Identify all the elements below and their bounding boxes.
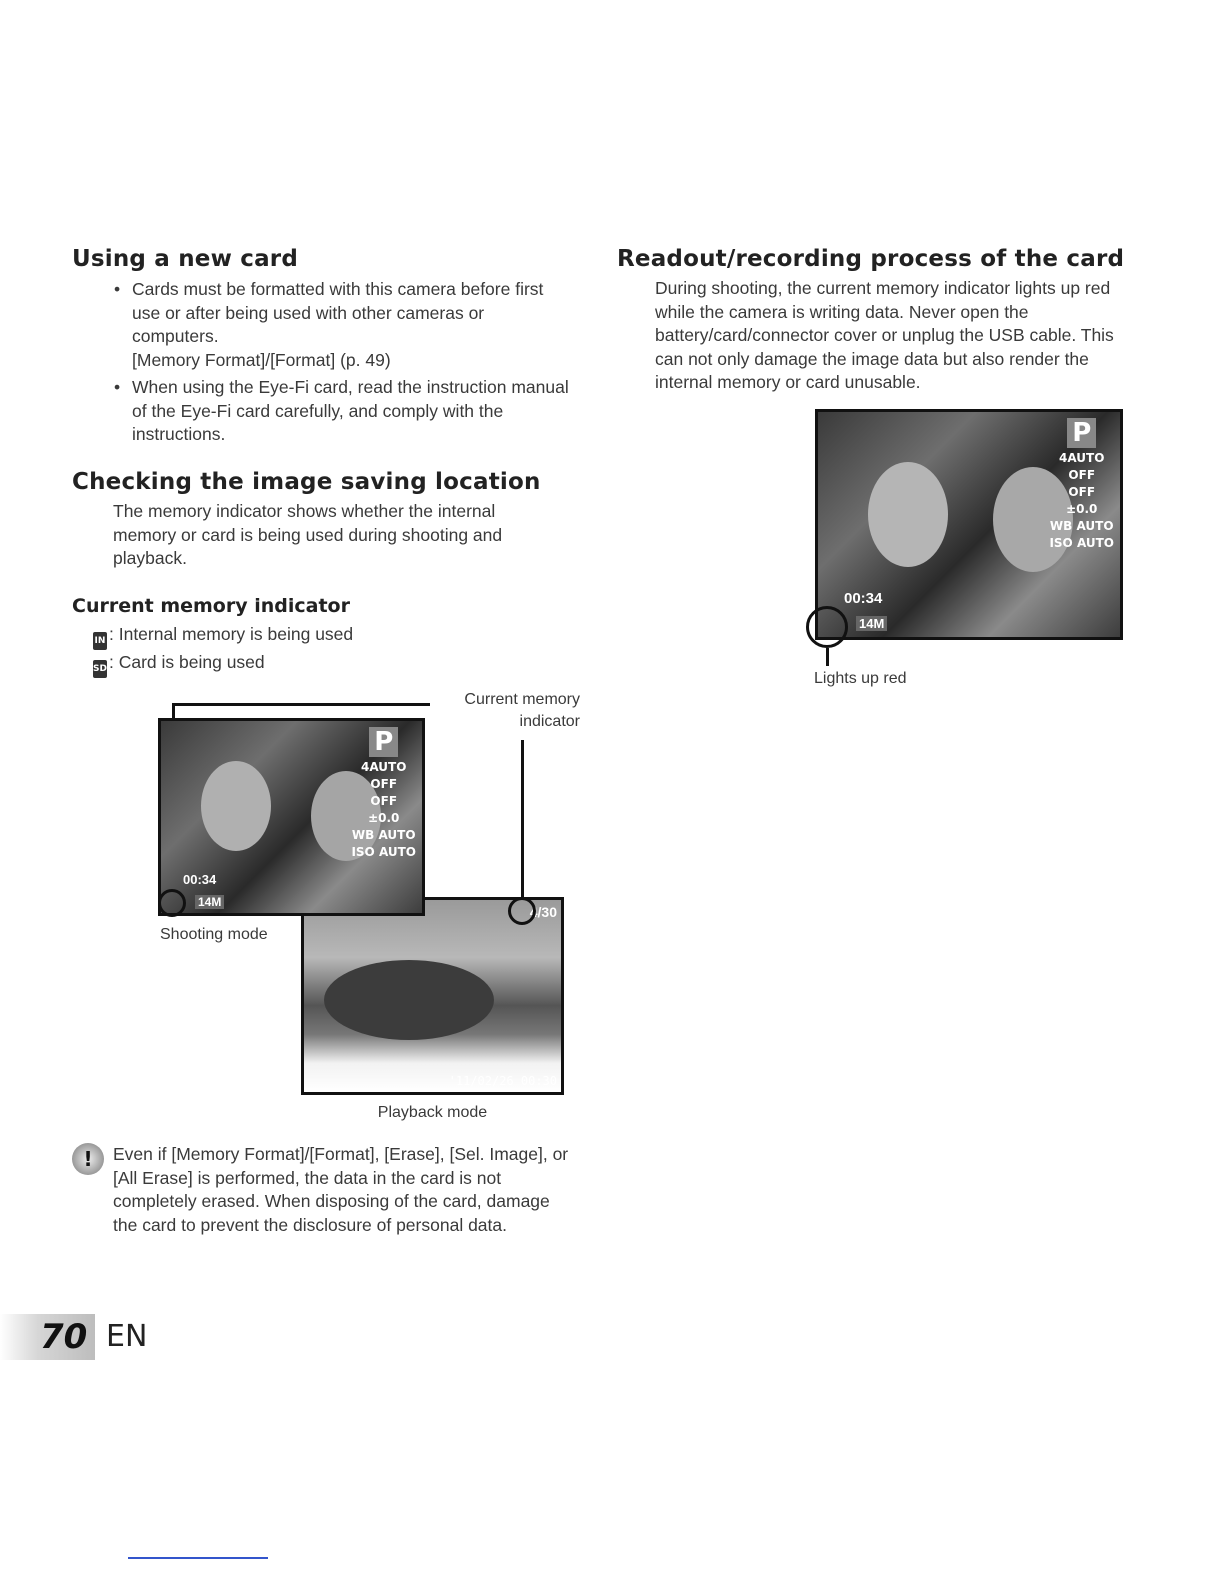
memory-indicator-item-card — [93, 651, 265, 678]
playback-mode-screen — [301, 897, 564, 1095]
exposure-value: ±0.0 — [1066, 502, 1098, 516]
memory-indicator-text: : Card is being used — [109, 652, 265, 672]
saving-location-intro: The memory indicator shows whether the internal memory or card is being used during shooting and playback. — [113, 501, 503, 568]
self-timer-icon: OFF — [1068, 485, 1096, 499]
sd-card-icon: SD — [93, 660, 107, 678]
shooting-mode-screen — [158, 718, 425, 916]
callout-label-line1: Current memory — [464, 691, 580, 708]
recording-shooting-screen — [815, 409, 1123, 640]
lights-up-red-caption: Lights up red — [814, 670, 907, 687]
callout-label-line2: indicator — [519, 713, 580, 730]
playback-image-shape — [324, 960, 494, 1040]
playback-image-count: 4/30 — [529, 904, 557, 920]
shooting-settings-column — [351, 727, 416, 859]
bullet-text: Cards must be formatted with this camera before first use or after being used with other cameras or computers. — [132, 279, 544, 346]
callout-line-horizontal — [172, 703, 430, 706]
list-item — [114, 278, 572, 372]
bullet-text: When using the Eye-Fi card, read the instruction manual of the Eye-Fi card carefully, and comply with the instructions. — [132, 377, 569, 444]
photo-face-shape — [201, 761, 271, 851]
time-remaining: 00:34 — [183, 872, 217, 887]
shooting-mode-badge: P — [369, 727, 398, 757]
page-number: 70 — [40, 1317, 88, 1357]
caution-icon: ! — [72, 1143, 104, 1175]
new-card-bullet-list — [114, 278, 572, 451]
flash-icon: 4AUTO — [1059, 451, 1105, 465]
shooting-mode-badge: P — [1067, 418, 1096, 448]
time-remaining: 00:34 — [844, 590, 883, 607]
list-item — [114, 376, 572, 447]
flash-icon: 4AUTO — [361, 760, 407, 774]
playback-mode-caption: Playback mode — [377, 1104, 488, 1121]
section-title-readout: Readout/recording process of the card — [617, 246, 1125, 272]
image-size-badge: 14M — [195, 895, 224, 909]
macro-icon: OFF — [1068, 468, 1096, 482]
section-title-new-card: Using a new card — [72, 246, 299, 272]
self-timer-icon: OFF — [370, 794, 398, 808]
readout-body: During shooting, the current memory indicator lights up red while the camera is writing data. Never open the battery/card/connector cover or unplug the USB cable. This can not only damage the image data but also render the internal memory or card unusable. — [655, 278, 1114, 392]
bullet-reference: [Memory Format]/[Format] (p. 49) — [132, 349, 391, 370]
shooting-settings-column — [1049, 418, 1114, 550]
subsection-title-memory-indicator: Current memory indicator — [72, 595, 350, 617]
caution-note: Even if [Memory Format]/[Format], [Erase], [Sel. Image], or [All Erase] is performed, the data in the card is not completely erased. When disposing of the card, damage the card to prevent the disclosure of personal data. — [113, 1144, 569, 1235]
white-balance-icon: WB AUTO — [1049, 519, 1114, 533]
bullet-icon: • — [114, 377, 121, 397]
bullet-icon: • — [114, 279, 121, 299]
memory-indicator-item-internal — [93, 623, 353, 650]
section-title-saving-location: Checking the image saving location — [72, 469, 541, 495]
exposure-value: ±0.0 — [368, 811, 400, 825]
callout-line-playback — [521, 740, 524, 898]
iso-icon: ISO AUTO — [351, 845, 416, 859]
iso-icon: ISO AUTO — [1049, 536, 1114, 550]
photo-face-shape — [868, 462, 948, 567]
playback-date: '11/02/26 00:30 — [448, 1074, 557, 1088]
white-balance-icon: WB AUTO — [351, 828, 416, 842]
language-code: EN — [106, 1319, 148, 1354]
bottom-rule — [128, 1557, 268, 1559]
shooting-mode-caption: Shooting mode — [160, 926, 268, 943]
image-size-badge: 14M — [856, 616, 887, 631]
callout-label — [440, 689, 580, 733]
macro-icon: OFF — [370, 777, 398, 791]
recording-memory-indicator-circle — [806, 606, 848, 648]
callout-line-recording — [826, 648, 829, 666]
internal-memory-icon: IN — [93, 632, 107, 650]
playback-memory-indicator-circle — [508, 897, 536, 925]
memory-indicator-text: : Internal memory is being used — [109, 624, 354, 644]
shooting-memory-indicator-circle — [158, 889, 186, 917]
